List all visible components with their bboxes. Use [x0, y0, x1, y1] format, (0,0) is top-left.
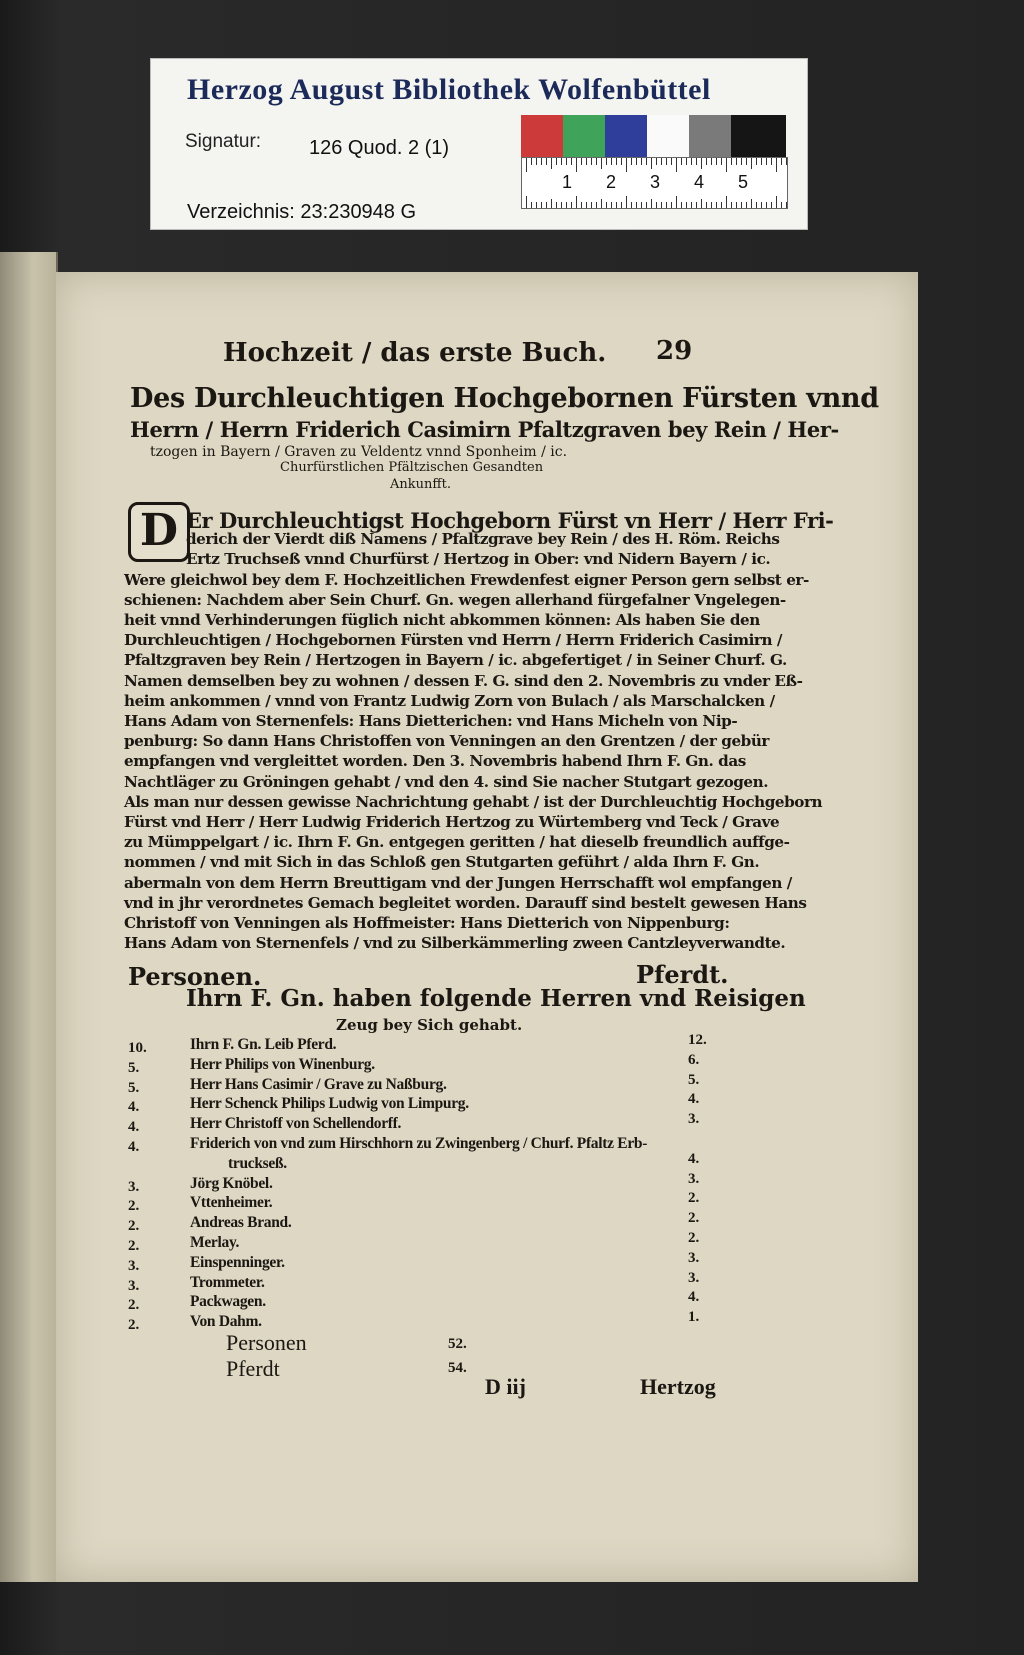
row-name: Friderich von vnd zum Hirschhorn zu Zwingenberg / Churf. Pfaltz Erb-	[190, 1135, 648, 1152]
scale-tick	[601, 158, 602, 169]
scale-tick	[691, 158, 692, 165]
scale-tick	[681, 158, 682, 165]
scale-tick	[646, 158, 647, 165]
row-name: Packwagen.	[190, 1293, 266, 1311]
row-name: Herr Christoff von Schellendorff.	[190, 1115, 402, 1133]
scale-tick	[561, 202, 562, 208]
scale-tick	[676, 158, 677, 172]
scale-tick	[621, 202, 622, 208]
scale-tick	[781, 158, 782, 165]
verzeichnis: Verzeichnis: 23:230948 G	[187, 201, 417, 223]
scale-tick	[771, 202, 772, 208]
table-header-persons: Personen.	[128, 962, 262, 991]
scale-tick	[686, 158, 687, 165]
heading-line: Ankunfft.	[390, 477, 451, 492]
scale-tick	[726, 196, 727, 208]
body-line: Namen demselben bey zu wohnen / dessen F. G. sind den 2. Novembris zu vnder Eß-	[124, 671, 803, 690]
row-persons: 4.	[128, 1119, 140, 1136]
swatch-grey	[689, 115, 731, 157]
row-persons: 2.	[128, 1297, 140, 1314]
scale-tick	[626, 158, 627, 172]
scale-tick	[566, 158, 567, 165]
scale-tick	[596, 158, 597, 165]
running-head: Hochzeit / das erste Buch.	[223, 338, 607, 368]
scale-tick	[711, 202, 712, 208]
body-line: nommen / vnd mit Sich in das Schloß gen Stutgarten geführt / alda Ihrn F. Gn.	[124, 853, 760, 872]
library-label	[150, 58, 808, 230]
body-line: heim ankommen / vnnd von Frantz Ludwig Zorn von Bulach / als Marschalcken /	[124, 691, 775, 710]
scale-tick	[591, 202, 592, 208]
row-horses: 12.	[688, 1032, 707, 1048]
scale-tick	[531, 202, 532, 208]
body-line: heit vnnd Verhinderungen füglich nicht abkommen können: Als haben Sie den	[124, 611, 760, 629]
scale-tick	[721, 158, 722, 165]
body-line: zu Mümppelgart / ic. Ihrn F. Gn. entgegen geritten / hat dieselb freundlich auffge-	[124, 833, 790, 852]
swatch-white	[647, 115, 689, 157]
body-line: empfangen vnd vergleittet worden. Den 3. Novembris habend Ihrn F. Gn. das	[124, 752, 746, 771]
scale-tick	[576, 196, 577, 208]
scale-tick	[556, 158, 557, 165]
scale-tick	[581, 202, 582, 208]
scale-tick	[776, 196, 777, 208]
scale-tick	[741, 158, 742, 165]
row-name: Herr Philips von Winenburg.	[190, 1055, 375, 1073]
scale-tick	[611, 202, 612, 208]
scale-tick	[746, 158, 747, 165]
row-horses: 4.	[688, 1091, 700, 1108]
row-horses: 4.	[688, 1289, 700, 1306]
row-persons: 3.	[128, 1178, 140, 1195]
scale-tick	[766, 158, 767, 165]
scale-tick	[786, 202, 787, 208]
row-horses: 5.	[688, 1071, 700, 1088]
scale-tick	[746, 202, 747, 208]
page-number: 29	[656, 336, 693, 366]
decorated-initial: D	[128, 502, 190, 562]
scale-tick	[591, 158, 592, 165]
scale-tick	[616, 158, 617, 165]
scale-tick	[656, 158, 657, 165]
library-name: Herzog August Bibliothek Wolfenbüttel	[187, 73, 711, 106]
row-persons: 3.	[128, 1277, 140, 1294]
row-persons: 2.	[128, 1238, 140, 1254]
row-horses: 3.	[688, 1111, 700, 1128]
scale-tick	[536, 158, 537, 165]
scale-tick	[706, 202, 707, 208]
scale-tick	[661, 158, 662, 165]
scale-tick	[596, 202, 597, 208]
row-name: Einspenninger.	[190, 1253, 285, 1271]
scale-tick	[736, 158, 737, 165]
row-persons: 4.	[128, 1099, 140, 1116]
body-line: Er Durchleuchtigst Hochgeborn Fürst vn Herr / Herr Fri-	[186, 508, 834, 533]
body-line: Als man nur dessen gewisse Nachrichtung gehabt / ist der Durchleuchtig Hochgeborn	[124, 792, 823, 811]
scale-tick	[731, 202, 732, 208]
scale-tick	[581, 158, 582, 165]
scale-tick	[571, 202, 572, 208]
heading-line: Herrn / Herrn Friderich Casimirn Pfaltzgraven bey Rein / Her-	[130, 417, 839, 442]
scale-tick	[761, 202, 762, 208]
body-line: Hans Adam von Sternenfels: Hans Dietterichen: vnd Hans Micheln von Nip-	[124, 712, 738, 730]
scale-tick	[731, 158, 732, 165]
row-persons: 2.	[128, 1198, 140, 1215]
scale-tick	[666, 202, 667, 208]
body-line: abermaln von dem Herrn Breuttigam vnd der Jungen Herrschafft wol empfangen /	[124, 873, 792, 892]
scale-tick	[576, 158, 577, 172]
row-name: Herr Schenck Philips Ludwig von Limpurg.	[190, 1095, 469, 1113]
scale-tick	[656, 202, 657, 208]
row-name: Andreas Brand.	[190, 1214, 292, 1232]
scale-tick	[756, 158, 757, 165]
scale-tick	[566, 202, 567, 208]
scale-tick	[636, 158, 637, 165]
body-line: vnd in jhr verordnetes Gemach begleitet worden. Darauff sind bestelt gewesen Hans	[124, 893, 807, 912]
scale-tick	[696, 158, 697, 165]
scale-tick	[646, 202, 647, 208]
scale-tick	[676, 196, 677, 208]
scale-tick	[671, 158, 672, 165]
body-line: Nachtläger zu Gröningen gehabt / vnd den 4. sind Sie nacher Stutgart gezogen.	[124, 772, 769, 791]
scale-tick	[726, 158, 727, 172]
scale-number: 5	[738, 172, 749, 192]
scale-number: 3	[650, 172, 661, 192]
signature-mark: D iij	[485, 1374, 526, 1399]
body-line: Pfaltzgraven bey Rein / Hertzogen in Bayern / ic. abgefertiget / in Seiner Churf. G.	[124, 651, 787, 670]
scale-tick	[751, 199, 752, 208]
row-name: Trommeter.	[190, 1273, 265, 1291]
scale-tick	[546, 202, 547, 208]
heading-line: tzogen in Bayern / Graven zu Veldentz vnnd Sponheim / ic.	[150, 444, 568, 460]
row-persons: 2.	[128, 1317, 140, 1334]
signatur-value: 126 Quod. 2 (1)	[309, 137, 450, 159]
row-name: truckseß.	[228, 1154, 287, 1172]
row-persons: 10.	[128, 1040, 147, 1056]
scale-tick	[586, 202, 587, 208]
row-persons: 2.	[128, 1218, 140, 1235]
scale-tick	[631, 202, 632, 208]
scale-tick	[631, 158, 632, 165]
row-horses: 2.	[688, 1210, 700, 1227]
scale-tick	[611, 158, 612, 165]
row-persons: 5.	[128, 1079, 140, 1096]
row-persons: 3.	[128, 1257, 140, 1274]
scale-tick	[701, 199, 702, 208]
scale-tick	[616, 202, 617, 208]
scale-tick	[691, 202, 692, 208]
scale-tick	[556, 202, 557, 208]
facing-page-edge	[0, 252, 58, 1582]
row-horses: 4.	[688, 1150, 700, 1167]
scale-tick	[526, 196, 527, 208]
swatch-black	[731, 115, 786, 157]
scale-tick	[771, 158, 772, 165]
scale-tick	[601, 199, 602, 208]
scale-number: 1	[562, 172, 573, 192]
scale-tick	[701, 158, 702, 169]
scale-tick	[641, 202, 642, 208]
scale-tick	[711, 158, 712, 165]
scale-tick	[526, 158, 527, 172]
body-line: Hans Adam von Sternenfels / vnd zu Silberkämmerling zween Cantzleyverwandte.	[124, 934, 786, 953]
body-line: Durchleuchtigen / Hochgebornen Fürsten vnd Herrn / Herrn Friderich Casimirn /	[124, 631, 782, 650]
scale-tick	[561, 158, 562, 165]
row-horses: 3.	[688, 1249, 700, 1266]
scale-tick	[546, 158, 547, 165]
row-horses: 3.	[688, 1170, 700, 1187]
total-label: Personen	[226, 1330, 307, 1355]
signatur-label: Signatur:	[185, 131, 262, 152]
scale-number: 4	[694, 172, 705, 192]
scale-tick	[751, 158, 752, 169]
row-name: Merlay.	[190, 1234, 240, 1251]
row-persons: 4.	[128, 1139, 140, 1155]
scale-tick	[721, 202, 722, 208]
scale-tick	[681, 202, 682, 208]
scale-tick	[641, 158, 642, 165]
body-line: derich der Vierdt diß Namens / Pfaltzgrave bey Rein / des H. Röm. Reichs	[186, 530, 780, 549]
scale-tick	[781, 202, 782, 208]
scale-tick	[606, 202, 607, 208]
catchword: Hertzog	[640, 1374, 716, 1399]
body-line: Ertz Truchseß vnnd Churfürst / Hertzog in Ober: vnd Nidern Bayern / ic.	[186, 550, 771, 569]
scale-tick	[661, 202, 662, 208]
scale-number: 2	[606, 172, 617, 192]
row-persons: 5.	[128, 1059, 140, 1076]
table-header-horses: Pferdt.	[636, 960, 729, 989]
row-horses: 2.	[688, 1230, 700, 1246]
body-line: Fürst vnd Herr / Herr Ludwig Friderich Hertzog zu Würtemberg vnd Teck / Grave	[124, 813, 780, 831]
scale-tick	[756, 202, 757, 208]
scale-tick	[716, 202, 717, 208]
heading-line: Churfürstlichen Pfältzischen Gesandten	[280, 460, 544, 475]
scale-tick	[786, 158, 787, 165]
scale-tick	[761, 158, 762, 165]
swatch-green	[563, 115, 605, 157]
scale-tick	[551, 158, 552, 169]
scale-tick	[531, 158, 532, 165]
row-horses: 6.	[688, 1051, 700, 1068]
row-name: Jörg Knöbel.	[190, 1174, 273, 1192]
row-name: Ihrn F. Gn. Leib Pferd.	[190, 1036, 337, 1053]
body-line: Christoff von Venningen als Hoffmeister: Hans Dietterich von Nippenburg:	[124, 914, 730, 932]
scale-tick	[636, 202, 637, 208]
scale-tick	[626, 196, 627, 208]
row-name: Vttenheimer.	[190, 1194, 273, 1212]
scale-tick	[551, 199, 552, 208]
total-value: 54.	[448, 1360, 467, 1376]
scale-tick	[776, 158, 777, 172]
scale-tick	[651, 199, 652, 208]
row-name: Herr Hans Casimir / Grave zu Naßburg.	[190, 1075, 447, 1093]
measurement-scale	[521, 157, 788, 209]
swatch-red	[521, 115, 563, 157]
row-horses: 1.	[688, 1309, 700, 1326]
table-subheading-2: Zeug bey Sich gehabt.	[336, 1016, 523, 1034]
scale-tick	[606, 158, 607, 165]
row-horses: 2.	[688, 1190, 700, 1207]
scale-tick	[686, 202, 687, 208]
scale-tick	[671, 202, 672, 208]
scale-tick	[541, 202, 542, 208]
scale-tick	[696, 202, 697, 208]
body-line: penburg: So dann Hans Christoffen von Venningen an den Grentzen / der gebür	[124, 732, 769, 751]
scale-tick	[666, 158, 667, 165]
scale-tick	[706, 158, 707, 165]
body-line: schienen: Nachdem aber Sein Churf. Gn. wegen allerhand fürgefalner Vngelegen-	[124, 590, 786, 609]
color-target	[521, 115, 786, 157]
scale-tick	[651, 158, 652, 169]
scale-tick	[766, 202, 767, 208]
row-horses: 3.	[688, 1269, 700, 1286]
total-value: 52.	[448, 1336, 467, 1352]
table-subheading: Ihrn F. Gn. haben folgende Herren vnd Reisigen	[186, 985, 806, 1012]
heading-line: Des Durchleuchtigen Hochgebornen Fürsten vnnd	[130, 383, 879, 414]
scale-tick	[586, 158, 587, 165]
row-name: Von Dahm.	[190, 1313, 262, 1331]
scale-tick	[716, 158, 717, 165]
total-label: Pferdt	[226, 1356, 280, 1381]
scale-tick	[571, 158, 572, 165]
scale-tick	[536, 202, 537, 208]
scale-tick	[736, 202, 737, 208]
scale-tick	[541, 158, 542, 165]
scale-tick	[741, 202, 742, 208]
body-line: Were gleichwol bey dem F. Hochzeitlichen Frewdenfest eigner Person gern selbst er-	[124, 570, 809, 589]
swatch-blue	[605, 115, 647, 157]
scale-tick	[621, 158, 622, 165]
